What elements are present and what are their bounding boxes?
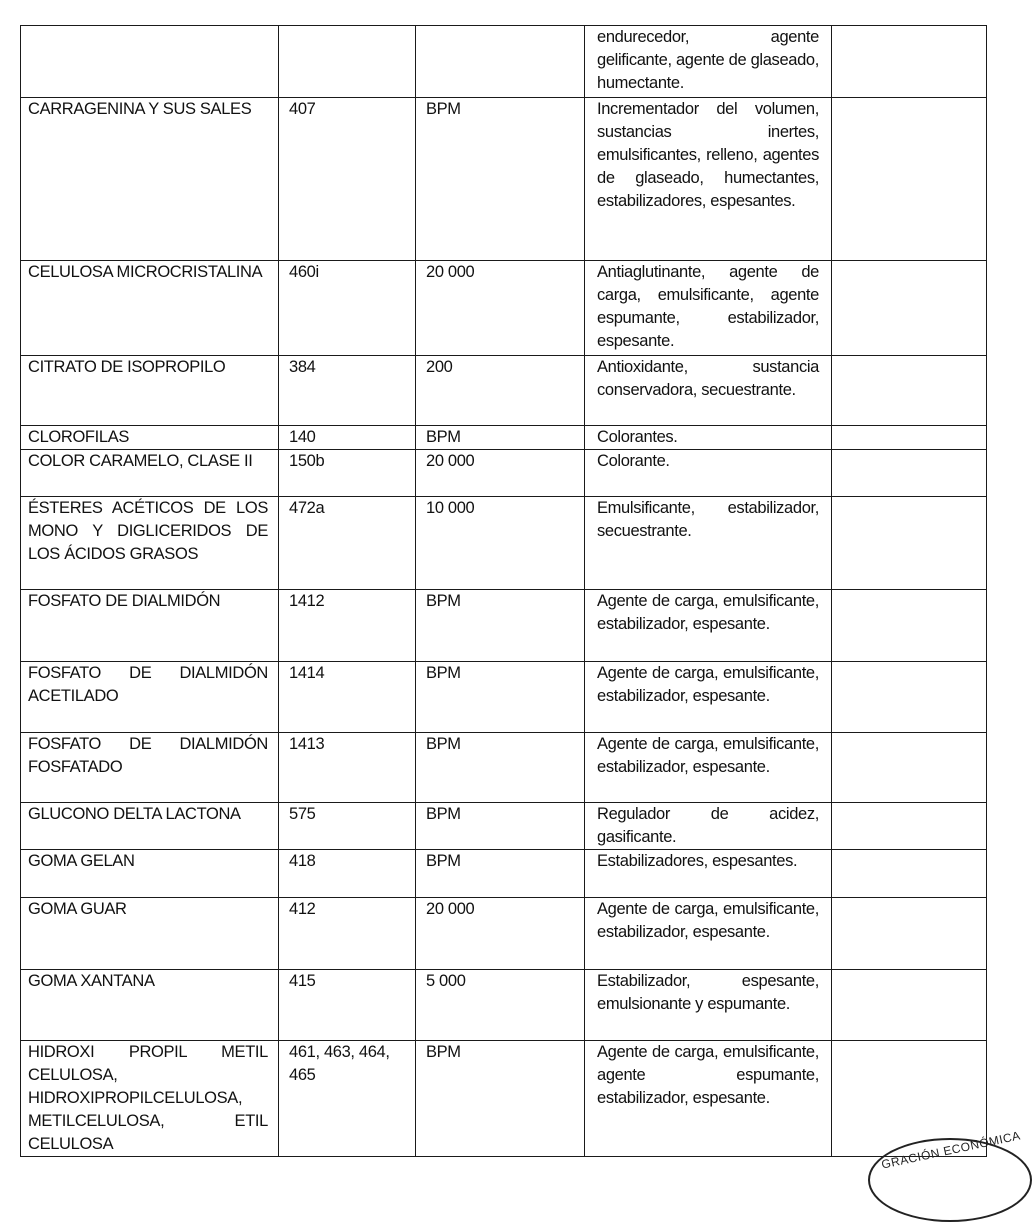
max-limit-cell-text: 5 000 (426, 972, 466, 990)
additive-name-cell (21, 850, 279, 898)
additive-name-cell (21, 970, 279, 1041)
ins-number-cell-text: 1414 (289, 664, 325, 682)
table-row (21, 426, 987, 450)
table-row (21, 1041, 987, 1157)
ins-number-cell-text: 1413 (289, 735, 325, 753)
table-row (21, 850, 987, 898)
official-stamp-text: GRACIÓN ECONÓMICA (880, 1128, 1022, 1172)
max-limit-cell-text: BPM (426, 592, 461, 610)
additive-name-cell-text: HIDROXI PROPIL METIL CELULOSA, HIDROXIPROPILCELULOSA, METILCELULOSA, ETIL CELULOSA (28, 1043, 268, 1153)
max-limit-cell (416, 426, 585, 450)
max-limit-cell (416, 970, 585, 1041)
additive-name-cell-text: ÉSTERES ACÉTICOS DE LOS MONO Y DIGLICERIDOS DE LOS ÁCIDOS GRASOS (28, 499, 268, 563)
technological-function-cell (585, 26, 832, 98)
additive-name-cell (21, 898, 279, 970)
technological-function-cell (585, 98, 832, 261)
ins-number-cell-text: 384 (289, 358, 316, 376)
technological-function-cell (585, 426, 832, 450)
ins-number-cell-text: 150b (289, 452, 325, 470)
additive-name-cell (21, 590, 279, 662)
max-limit-cell-text: BPM (426, 664, 461, 682)
additive-name-cell (21, 261, 279, 356)
technological-function-cell-text: Estabilizador, espesante, emulsionante y espumante. (597, 972, 819, 1013)
ins-number-cell (279, 426, 416, 450)
technological-function-cell (585, 803, 832, 850)
max-limit-cell-text: BPM (426, 428, 461, 446)
ins-number-cell (279, 970, 416, 1041)
notes-cell (832, 450, 987, 497)
ins-number-cell (279, 26, 416, 98)
table-row (21, 98, 987, 261)
additives-table (20, 25, 987, 1157)
additive-name-cell-text: CLOROFILAS (28, 428, 130, 446)
additive-name-cell (21, 733, 279, 803)
technological-function-cell-text: Antiaglutinante, agente de carga, emulsificante, agente espumante, estabilizador, espesante. (597, 263, 819, 350)
additive-name-cell (21, 662, 279, 733)
table-row (21, 803, 987, 850)
table-row (21, 261, 987, 356)
additive-name-cell (21, 450, 279, 497)
technological-function-cell (585, 662, 832, 733)
notes-cell (832, 898, 987, 970)
additive-name-cell (21, 497, 279, 590)
table-row (21, 590, 987, 662)
ins-number-cell (279, 803, 416, 850)
additive-name-cell-text: COLOR CARAMELO, CLASE II (28, 452, 253, 470)
ins-number-cell (279, 850, 416, 898)
ins-number-cell (279, 450, 416, 497)
ins-number-cell (279, 98, 416, 261)
ins-number-cell-text: 1412 (289, 592, 325, 610)
max-limit-cell (416, 803, 585, 850)
technological-function-cell-text: Agente de carga, emulsificante, estabilizador, espesante. (597, 592, 819, 633)
additive-name-cell-text: FOSFATO DE DIALMIDÓN FOSFATADO (28, 735, 268, 776)
max-limit-cell (416, 261, 585, 356)
technological-function-cell-text: Agente de carga, emulsificante, agente espumante, estabilizador, espesante. (597, 1043, 819, 1107)
additive-name-cell-text: GOMA GUAR (28, 900, 127, 918)
max-limit-cell (416, 590, 585, 662)
technological-function-cell (585, 1041, 832, 1157)
max-limit-cell (416, 497, 585, 590)
max-limit-cell-text: 200 (426, 358, 453, 376)
ins-number-cell-text: 415 (289, 972, 316, 990)
max-limit-cell (416, 450, 585, 497)
max-limit-cell-text: BPM (426, 852, 461, 870)
technological-function-cell (585, 898, 832, 970)
ins-number-cell (279, 733, 416, 803)
notes-cell (832, 98, 987, 261)
technological-function-cell-text: Colorantes. (597, 428, 678, 446)
technological-function-cell-text: Colorante. (597, 452, 670, 470)
ins-number-cell-text: 460i (289, 263, 319, 281)
table-row (21, 898, 987, 970)
max-limit-cell (416, 850, 585, 898)
ins-number-cell-text: 407 (289, 100, 316, 118)
technological-function-cell (585, 497, 832, 590)
ins-number-cell (279, 261, 416, 356)
additive-name-cell (21, 98, 279, 261)
ins-number-cell (279, 898, 416, 970)
max-limit-cell-text: BPM (426, 805, 461, 823)
ins-number-cell-text: 418 (289, 852, 316, 870)
table-row (21, 970, 987, 1041)
ins-number-cell (279, 1041, 416, 1157)
notes-cell (832, 261, 987, 356)
technological-function-cell-text: Agente de carga, emulsificante, estabilizador, espesante. (597, 900, 819, 941)
technological-function-cell-text: Emulsificante, estabilizador, secuestrante. (597, 499, 819, 540)
ins-number-cell (279, 662, 416, 733)
technological-function-cell-text: Incrementador del volumen, sustancias inertes, emulsificantes, relleno, agentes de glaseado, humectantes, estabilizadores, espesantes. (597, 100, 819, 210)
max-limit-cell (416, 898, 585, 970)
ins-number-cell (279, 497, 416, 590)
additive-name-cell (21, 426, 279, 450)
notes-cell (832, 662, 987, 733)
table-row (21, 26, 987, 98)
additive-name-cell-text: CITRATO DE ISOPROPILO (28, 358, 226, 376)
ins-number-cell-text: 461, 463, 464, 465 (289, 1043, 390, 1084)
ins-number-cell (279, 356, 416, 426)
additive-name-cell-text: CELULOSA MICROCRISTALINA (28, 263, 263, 281)
ins-number-cell (279, 590, 416, 662)
additive-name-cell (21, 803, 279, 850)
additive-name-cell (21, 26, 279, 98)
ins-number-cell-text: 140 (289, 428, 316, 446)
additive-name-cell (21, 1041, 279, 1157)
max-limit-cell-text: 10 000 (426, 499, 475, 517)
technological-function-cell-text: endurecedor, agente gelificante, agente de glaseado, humectante. (597, 28, 819, 92)
max-limit-cell-text: 20 000 (426, 452, 475, 470)
technological-function-cell (585, 970, 832, 1041)
table-row (21, 733, 987, 803)
max-limit-cell (416, 1041, 585, 1157)
table-row (21, 356, 987, 426)
additives-table-body (21, 26, 987, 1157)
ins-number-cell-text: 575 (289, 805, 316, 823)
notes-cell (832, 426, 987, 450)
technological-function-cell-text: Agente de carga, emulsificante, estabilizador, espesante. (597, 664, 819, 705)
notes-cell (832, 356, 987, 426)
additive-name-cell (21, 356, 279, 426)
technological-function-cell (585, 850, 832, 898)
max-limit-cell-text: BPM (426, 1043, 461, 1061)
notes-cell (832, 26, 987, 98)
max-limit-cell (416, 733, 585, 803)
notes-cell (832, 497, 987, 590)
technological-function-cell (585, 450, 832, 497)
additive-name-cell-text: GLUCONO DELTA LACTONA (28, 805, 241, 823)
technological-function-cell (585, 733, 832, 803)
max-limit-cell-text: 20 000 (426, 263, 475, 281)
notes-cell (832, 970, 987, 1041)
table-row (21, 497, 987, 590)
max-limit-cell-text: BPM (426, 100, 461, 118)
ins-number-cell-text: 472a (289, 499, 325, 517)
technological-function-cell (585, 590, 832, 662)
notes-cell (832, 803, 987, 850)
technological-function-cell (585, 356, 832, 426)
max-limit-cell (416, 356, 585, 426)
additive-name-cell-text: GOMA XANTANA (28, 972, 155, 990)
technological-function-cell (585, 261, 832, 356)
max-limit-cell-text: 20 000 (426, 900, 475, 918)
notes-cell (832, 850, 987, 898)
max-limit-cell (416, 98, 585, 261)
technological-function-cell-text: Agente de carga, emulsificante, estabilizador, espesante. (597, 735, 819, 776)
additive-name-cell-text: CARRAGENINA Y SUS SALES (28, 100, 252, 118)
technological-function-cell-text: Regulador de acidez, gasificante. (597, 805, 819, 846)
additive-name-cell-text: FOSFATO DE DIALMIDÓN ACETILADO (28, 664, 268, 705)
table-row (21, 450, 987, 497)
table-row (21, 662, 987, 733)
technological-function-cell-text: Estabilizadores, espesantes. (597, 852, 798, 870)
notes-cell (832, 590, 987, 662)
max-limit-cell (416, 662, 585, 733)
additive-name-cell-text: GOMA GELAN (28, 852, 135, 870)
additive-name-cell-text: FOSFATO DE DIALMIDÓN (28, 592, 221, 610)
notes-cell (832, 733, 987, 803)
max-limit-cell (416, 26, 585, 98)
max-limit-cell-text: BPM (426, 735, 461, 753)
ins-number-cell-text: 412 (289, 900, 316, 918)
technological-function-cell-text: Antioxidante, sustancia conservadora, secuestrante. (597, 358, 819, 399)
